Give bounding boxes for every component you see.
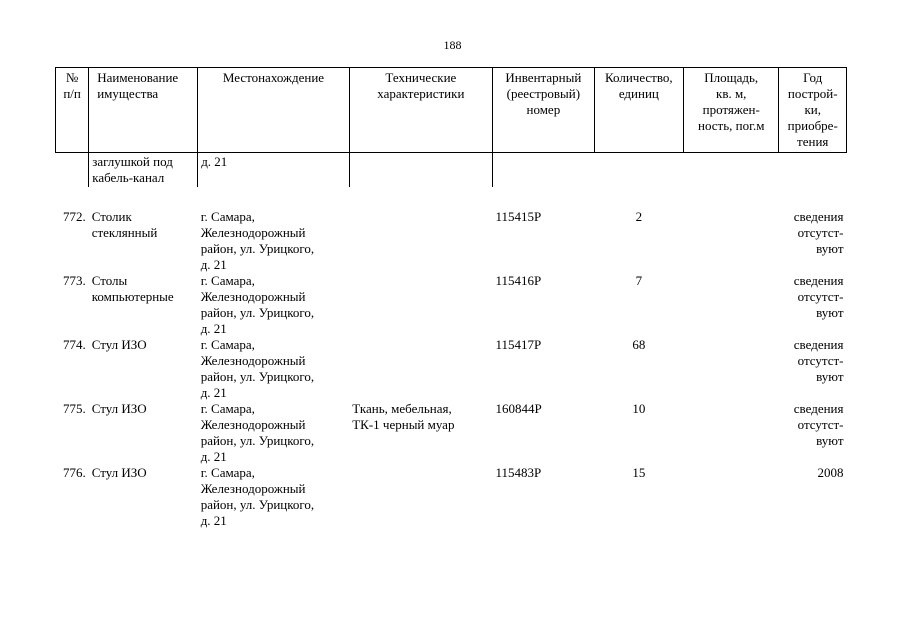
text-line: отсутст- bbox=[797, 353, 844, 368]
table-header-row bbox=[56, 68, 847, 153]
cell-tech bbox=[349, 337, 492, 401]
text-line: Железнодорожный bbox=[200, 225, 306, 240]
text-line: кв. м, bbox=[716, 86, 747, 101]
text-line: протяжен- bbox=[702, 102, 760, 117]
text-line: д. 21 bbox=[200, 321, 227, 336]
text-line: г. Самара, bbox=[200, 209, 255, 224]
header-year bbox=[779, 68, 847, 153]
text-line: Железнодорожный bbox=[200, 417, 306, 432]
cell-tech bbox=[349, 273, 492, 337]
text-line: вуют bbox=[816, 241, 844, 256]
cell-inventory: 115483Р bbox=[495, 465, 542, 480]
cell-inventory: 115417Р bbox=[495, 337, 542, 352]
header-name bbox=[89, 68, 198, 153]
text-line: компьютерные bbox=[91, 289, 174, 304]
cell-area bbox=[683, 401, 779, 465]
text-line: сведения bbox=[793, 401, 844, 416]
text-line: заглушкой под bbox=[92, 154, 173, 169]
text-line: д. 21 bbox=[200, 449, 227, 464]
text-line: д. 21 bbox=[200, 257, 227, 272]
text-line: район, ул. Урицкого, bbox=[200, 369, 315, 384]
header-area bbox=[683, 68, 779, 153]
text-line: 2008 bbox=[817, 465, 844, 480]
table-row bbox=[56, 465, 847, 529]
cell-location bbox=[198, 273, 350, 337]
text-line: № bbox=[65, 70, 79, 85]
text-line: отсутст- bbox=[797, 417, 844, 432]
text-line: сведения bbox=[793, 337, 844, 352]
continuation-tech bbox=[349, 153, 492, 188]
text-line: отсутст- bbox=[797, 225, 844, 240]
header-num bbox=[56, 68, 89, 153]
cell-quantity: 15 bbox=[632, 465, 646, 480]
header-tech bbox=[349, 68, 492, 153]
text-line: Наименование bbox=[97, 70, 179, 85]
text-line: имущества bbox=[97, 86, 159, 101]
continuation-name bbox=[89, 153, 198, 188]
text-line: район, ул. Урицкого, bbox=[200, 305, 315, 320]
text-line: Ткань, мебельная, bbox=[352, 401, 452, 416]
text-line: Стул ИЗО bbox=[91, 465, 147, 480]
cell-location bbox=[198, 209, 350, 273]
text-line: тения bbox=[797, 134, 829, 149]
text-line: ТК-1 черный муар bbox=[352, 417, 455, 432]
cell-location bbox=[198, 401, 350, 465]
cell-num: 772. bbox=[62, 209, 86, 224]
text-line: построй- bbox=[787, 86, 838, 101]
cell-name bbox=[89, 273, 198, 337]
cell-num: 776. bbox=[62, 465, 86, 480]
continuation-row bbox=[56, 153, 847, 188]
continuation-location bbox=[198, 153, 350, 188]
text-line: ки, bbox=[804, 102, 821, 117]
cell-quantity: 7 bbox=[635, 273, 643, 288]
text-line: стеклянный bbox=[91, 225, 158, 240]
cell-year bbox=[779, 401, 847, 465]
cell-area bbox=[683, 273, 779, 337]
text-line: район, ул. Урицкого, bbox=[200, 241, 315, 256]
cell-tech bbox=[349, 401, 492, 465]
text-line: приобре- bbox=[787, 118, 838, 133]
text-line: вуют bbox=[816, 369, 844, 384]
spacer-row bbox=[56, 187, 847, 209]
cell-area bbox=[683, 337, 779, 401]
text-line: д. 21 bbox=[200, 385, 227, 400]
text-line: г. Самара, bbox=[200, 337, 255, 352]
text-line: сведения bbox=[793, 273, 844, 288]
text-line: Технические bbox=[385, 70, 457, 85]
text-line: д. 21 bbox=[201, 154, 228, 169]
cell-name bbox=[89, 401, 198, 465]
text-line: г. Самара, bbox=[200, 401, 255, 416]
cell-year bbox=[779, 273, 847, 337]
cell-location bbox=[198, 465, 350, 529]
text-line: Столик bbox=[91, 209, 132, 224]
header-location bbox=[198, 68, 350, 153]
cell-quantity: 68 bbox=[632, 337, 646, 352]
text-line: вуют bbox=[816, 305, 844, 320]
cell-num: 775. bbox=[62, 401, 86, 416]
text-line: г. Самара, bbox=[200, 465, 255, 480]
table-row bbox=[56, 209, 847, 273]
text-line: кабель-канал bbox=[92, 170, 165, 185]
text-line: единиц bbox=[618, 86, 659, 101]
continuation-num bbox=[56, 153, 89, 188]
header-quantity bbox=[594, 68, 683, 153]
cell-area bbox=[683, 465, 779, 529]
text-line: (реестровый) bbox=[506, 86, 581, 101]
text-line: Площадь, bbox=[704, 70, 759, 85]
text-line: д. 21 bbox=[200, 513, 227, 528]
property-registry-table bbox=[55, 67, 847, 529]
text-line: характеристики bbox=[377, 86, 465, 101]
text-line: ность, пог.м bbox=[697, 118, 765, 133]
text-line: г. Самара, bbox=[200, 273, 255, 288]
text-line: Стул ИЗО bbox=[91, 401, 147, 416]
table-row bbox=[56, 401, 847, 465]
table-row bbox=[56, 337, 847, 401]
text-line: номер bbox=[526, 102, 561, 117]
text-line: отсутст- bbox=[797, 289, 844, 304]
text-line: сведения bbox=[793, 209, 844, 224]
text-line: Инвентарный bbox=[505, 70, 582, 85]
text-line: вуют bbox=[816, 433, 844, 448]
text-line: Столы bbox=[91, 273, 128, 288]
cell-name bbox=[89, 337, 198, 401]
cell-year bbox=[779, 209, 847, 273]
cell-quantity: 2 bbox=[635, 209, 643, 224]
text-line: Местонахождение bbox=[222, 70, 325, 85]
page-number: 188 bbox=[443, 38, 462, 52]
text-line: п/п bbox=[63, 86, 81, 101]
text-line: район, ул. Урицкого, bbox=[200, 497, 315, 512]
cell-location bbox=[198, 337, 350, 401]
header-inventory bbox=[492, 68, 594, 153]
text-line: Железнодорожный bbox=[200, 353, 306, 368]
cell-quantity: 10 bbox=[632, 401, 646, 416]
cell-tech bbox=[349, 465, 492, 529]
text-line: Год bbox=[803, 70, 823, 85]
cell-inventory: 160844Р bbox=[495, 401, 542, 416]
cell-year bbox=[779, 337, 847, 401]
cell-tech bbox=[349, 209, 492, 273]
cell-num: 774. bbox=[62, 337, 86, 352]
text-line: Количество, bbox=[604, 70, 673, 85]
table-row bbox=[56, 273, 847, 337]
cell-inventory: 115416Р bbox=[495, 273, 542, 288]
text-line: район, ул. Урицкого, bbox=[200, 433, 315, 448]
cell-area bbox=[683, 209, 779, 273]
cell-name bbox=[89, 465, 198, 529]
cell-num: 773. bbox=[62, 273, 86, 288]
cell-inventory: 115415Р bbox=[495, 209, 542, 224]
text-line: Стул ИЗО bbox=[91, 337, 147, 352]
cell-name bbox=[89, 209, 198, 273]
text-line: Железнодорожный bbox=[200, 289, 306, 304]
cell-year bbox=[779, 465, 847, 529]
text-line: Железнодорожный bbox=[200, 481, 306, 496]
